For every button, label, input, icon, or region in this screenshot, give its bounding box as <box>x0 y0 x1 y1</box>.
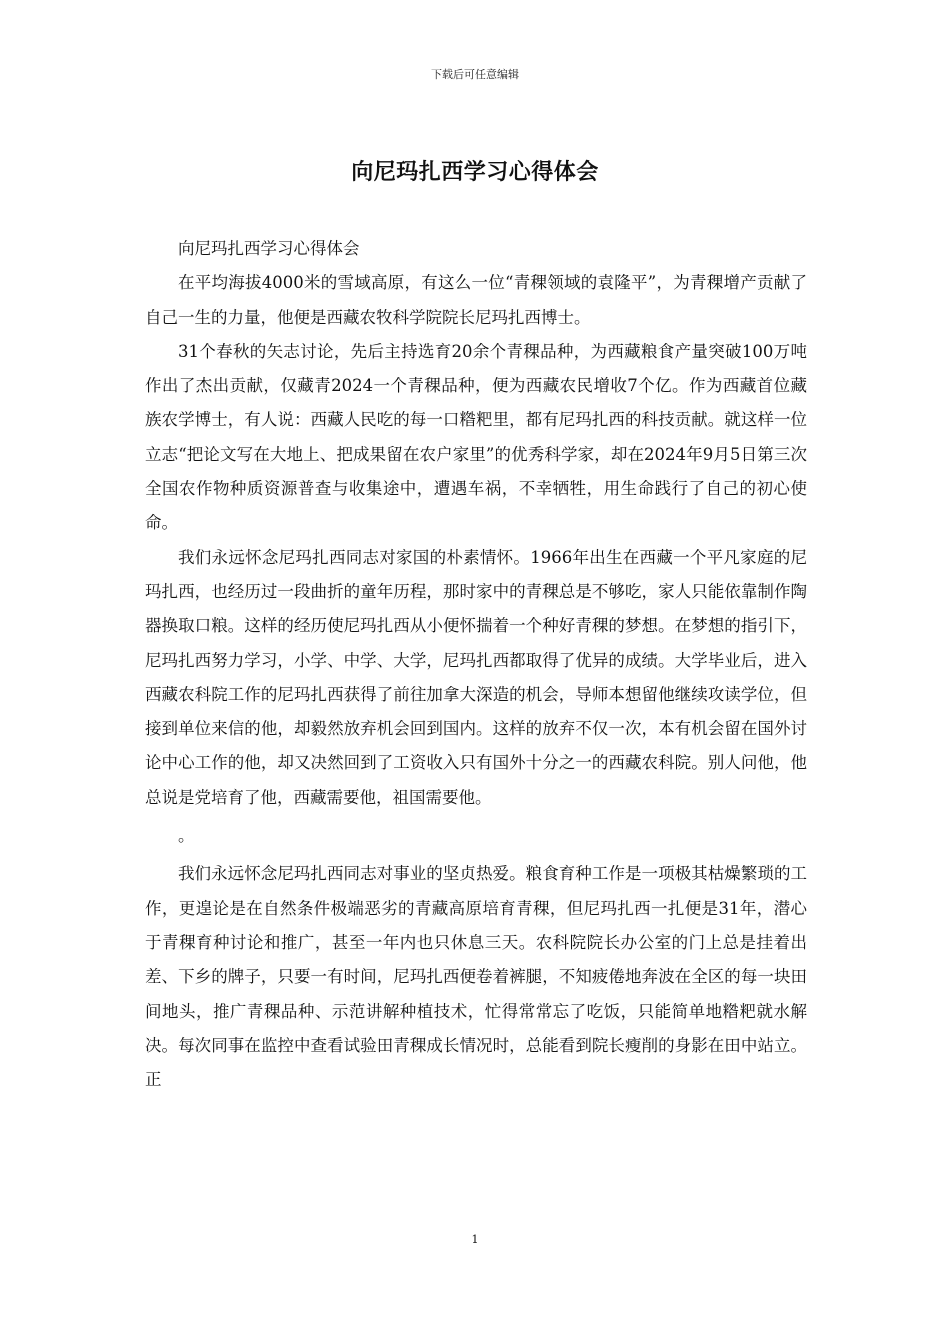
page-number: 1 <box>471 1233 479 1246</box>
paragraph-patriotism: 我们永远怀念尼玛扎西同志对家国的朴素情怀。1966年出生在西藏一个平凡家庭的尼玛扎西，也经历过一段曲折的童年历程，那时家中的青稞总是不够吃，家人只能依靠制作陶器换取口粮。这样的经历使尼玛扎西从小便怀揣着一个种好青稞的梦想。在梦想的指引下，尼玛扎西努力学习，小学、中学、大学，尼玛扎西都取得了优异的成绩。大学毕业后，进入西藏农科院工作的尼玛扎西获得了前往加拿大深造的机会，导师本想留他继续攻读学位，但接到单位来信的他，却毅然放弃机会回到国内。这样的放弃不仅一次，本有机会留在国外讨论中心工作的他，却又决然回到了工资收入只有国外十分之一的西藏农科院。别人问他，他总说是党培育了他，西藏需要他，祖国需要他。 <box>145 547 807 807</box>
paragraph-achievements: 31个春秋的矢志讨论，先后主持选育20余个青稞品种，为西藏粮食产量突破100万吨作出了杰出贡献，仅藏青2024一个青稞品种，便为西藏农民增收7个亿。作为西藏首位藏族农学博士，有人说：西藏人民吃的每一口糌粑里，都有尼玛扎西的科技贡献。就这样一位立志“把论文写在大地上、把成果留在农户家里”的优秀科学家，却在2024年9月5日第三次全国农作物种质资源普查与收集途中，遭遇车祸，不幸牺牲，用生命践行了自己的初心使命。 <box>145 341 807 533</box>
page-header-note: 下载后可任意编辑 <box>431 68 519 81</box>
document-body <box>145 232 807 1097</box>
paragraph-subtitle: 向尼玛扎西学习心得体会 <box>178 239 360 258</box>
paragraph-period: 。 <box>178 826 195 846</box>
paragraph-intro: 在平均海拔4000米的雪域高原，有这么一位“青稞领域的袁隆平”，为青稞增产贡献了自己一生的力量，他便是西藏农牧科学院院长尼玛扎西博士。 <box>145 273 807 327</box>
document-title: 向尼玛扎西学习心得体会 <box>351 159 599 185</box>
paragraph-dedication: 我们永远怀念尼玛扎西同志对事业的坚贞热爱。粮食育种工作是一项极其枯燥繁琐的工作，更遑论是在自然条件极端恶劣的青藏高原培育青稞，但尼玛扎西一扎便是31年，潜心于青稞育种讨论和推广，甚至一年内也只休息三天。农科院院长办公室的门上总是挂着出差、下乡的牌子，只要一有时间，尼玛扎西便卷着裤腿，不知疲倦地奔波在全区的每一块田间地头，推广青稞品种、示范讲解种植技术，忙得常常忘了吃饭，只能简单地糌粑就水解决。每次同事在监控中查看试验田青稞成长情况时，总能看到院长瘦削的身影在田中站立。正 <box>145 864 807 1090</box>
